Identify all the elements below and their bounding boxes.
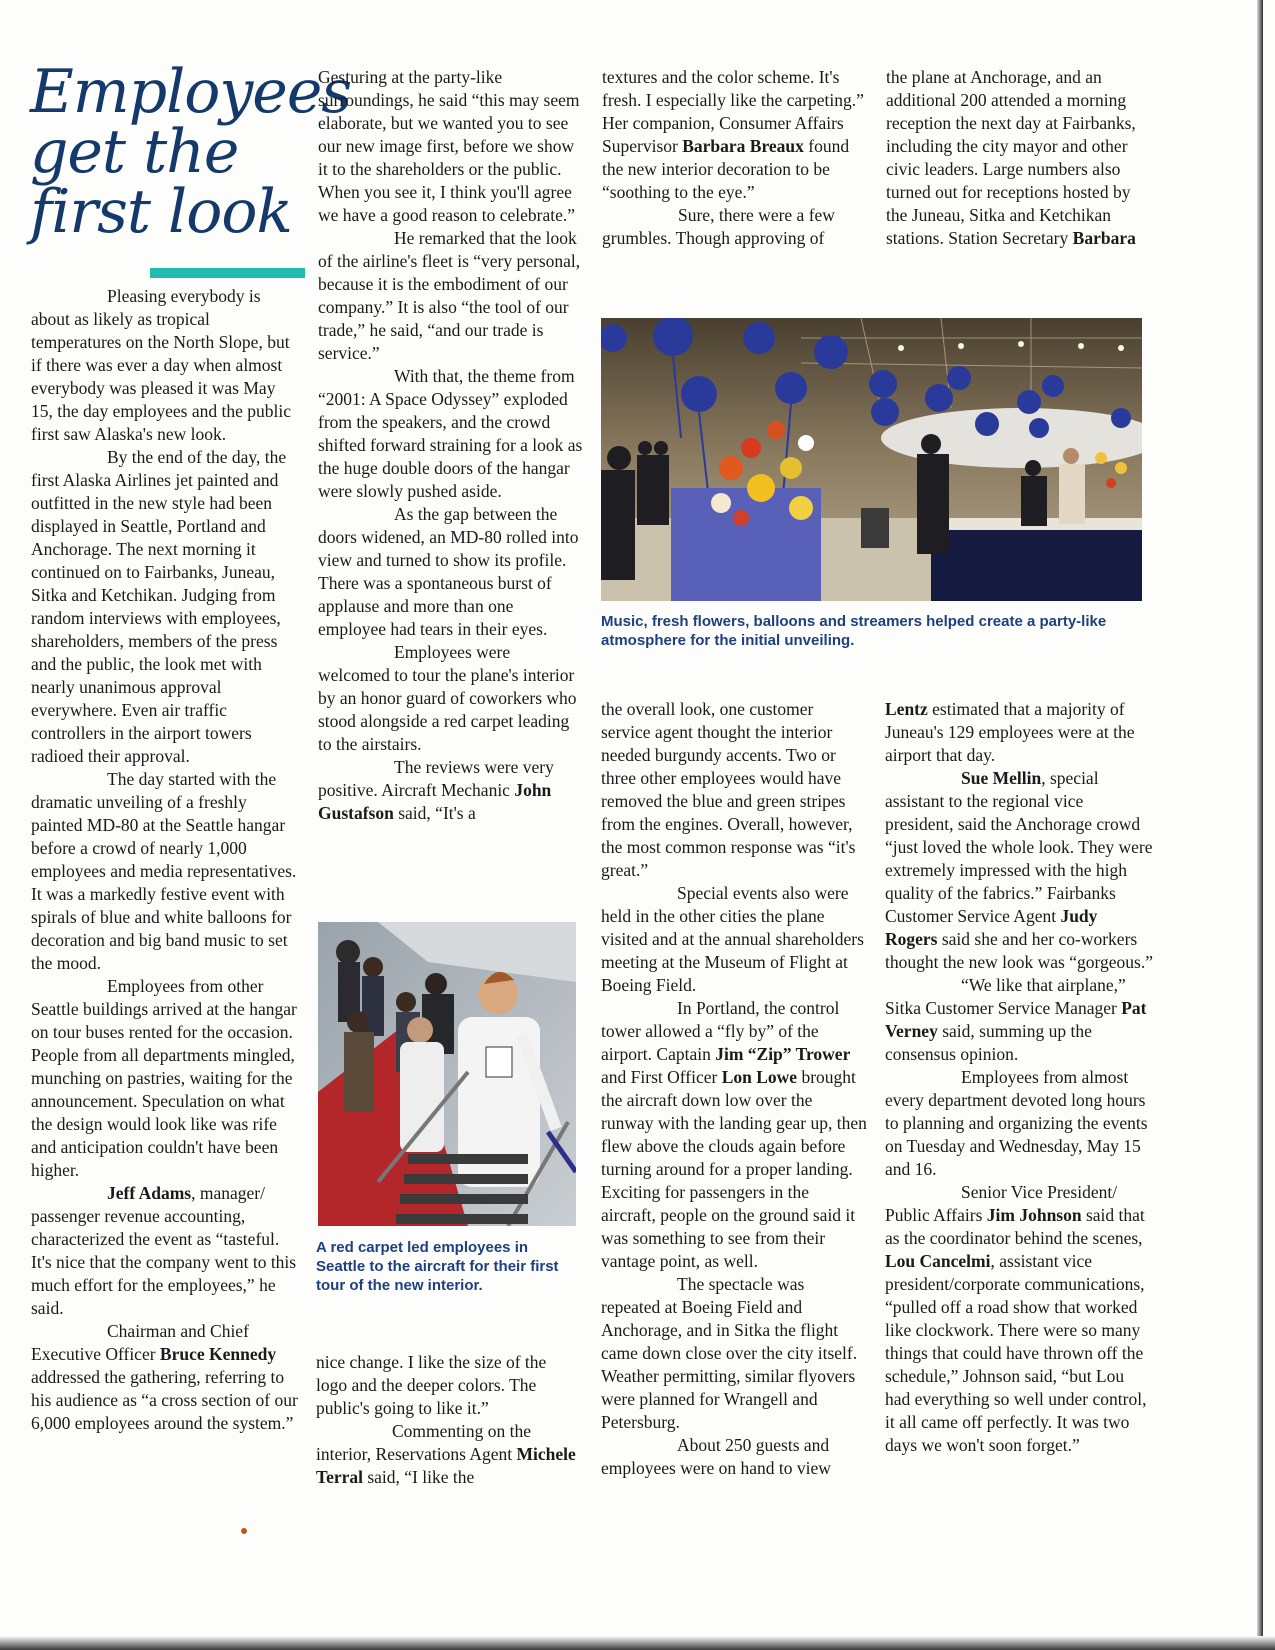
- article-title: [30, 57, 352, 247]
- title-accent-rule: [150, 268, 305, 278]
- paragraph: The spectacle was repeated at Boeing Field and Anchorage, and in Sitka the flight came down close over the city itself. Weather permitting, similar flyovers were planned for Wrangell and Petersburg.: [601, 1274, 858, 1432]
- paragraph: With that, the theme from “2001: A Space Odyssey” exploded from the speakers, and the crowd shifted forward straining for a look as the huge double doors of the hangar were slowly pushed aside.: [318, 366, 583, 501]
- paragraph: [885, 1181, 1153, 1457]
- paragraph-text: Commenting on the interior, Reservations Agent: [316, 1421, 532, 1464]
- person-name: Barbara: [1072, 228, 1136, 248]
- paragraph: the overall look, one customer service agent thought the interior needed burgundy accents. Two or three other employees would have removed the blue and green stripes from the engines. Overall, however, the most common response was “it's great.”: [601, 699, 856, 880]
- paragraph: Gesturing at the party-like surroundings, he said “this may seem elaborate, but we wanted you to see our new image first, before we show it to the shareholders or the public. When you see it, I think you'll agree we have a good reason to celebrate.”: [318, 67, 580, 225]
- column-2-top: [318, 66, 585, 825]
- paragraph: Special events also were held in the other cities the plane visited and at the annual shareholders meeting at the Museum of Flight at Boeing Field.: [601, 883, 864, 995]
- paragraph: nice change. I like the size of the logo and the deeper colors. The public's going to like it.”: [316, 1352, 547, 1418]
- airstairs-photo-image: [318, 922, 576, 1226]
- title-line-1: Employees: [30, 57, 352, 127]
- person-name: Jim “Zip” Trower: [715, 1044, 851, 1064]
- paragraph: About 250 guests and employees were on hand to view: [601, 1435, 831, 1478]
- paragraph-text: “We like that airplane,” Sitka Customer Service Manager: [885, 975, 1126, 1018]
- ink-dot: [241, 1528, 247, 1534]
- photo-caption-hangar: Music, fresh flowers, balloons and streamers helped create a party-like atmosphere for the initial unveiling.: [601, 613, 1107, 649]
- paragraph: As the gap between the doors widened, an MD-80 rolled into view and turned to show its profile. There was a spontaneous burst of applause and more than one employee had tears in their eyes.: [318, 504, 579, 639]
- paragraph: Employees from other Seattle buildings arrived at the hangar on tour buses rented for the occasion. People from all departments mingled, munching on pastries, waiting for the announcement. Speculation on what the design would look like was rife and anticipation couldn't have been higher.: [31, 976, 297, 1180]
- column-4-bottom: [885, 698, 1153, 1457]
- paragraph-text: , special assistant to the regional vice president, said the Anchorage crowd “just loved the whole look. They were extremely impressed with the high quality of the fabrics.” Fairbanks Customer Service Agent: [885, 768, 1153, 926]
- paragraph: The day started with the dramatic unveiling of a freshly painted MD-80 at the Seattle hangar before a crowd of nearly 1,000 employees and media representatives. It was a markedly festive event with spirals of blue and white balloons for decoration and big band music to set the mood.: [31, 769, 297, 973]
- paragraph-text: addressed the gathering, referring to his audience as “a cross section of our 6,000 employees around the system.”: [31, 1367, 298, 1433]
- person-name: Sue Mellin: [961, 768, 1042, 788]
- person-name: John Gustafson: [318, 780, 552, 823]
- title-line-3: first look: [30, 177, 292, 247]
- paragraph: [31, 1320, 301, 1435]
- person-name: Jim Johnson: [986, 1205, 1082, 1225]
- column-3-bottom: [601, 698, 867, 1480]
- column-4-top: [886, 66, 1152, 250]
- paragraph-text: found the new interior decoration to be “soothing to the eye.”: [602, 136, 850, 202]
- paragraph-text: textures and the color scheme. It's fresh. I especially like the carpeting.” Her companion, Consumer Affairs Supervisor: [602, 67, 864, 156]
- paragraph: He remarked that the look of the airline's fleet is “very personal, because it is the embodiment of our company.” It is also “the tool of our trade,” he said, “and our trade is service.”: [318, 228, 581, 363]
- paragraph-text: said she and her co-workers thought the new look was “gorgeous.”: [885, 929, 1153, 972]
- paragraph: [885, 974, 1153, 1066]
- person-name: Barbara Breaux: [682, 136, 804, 156]
- column-3-top: [602, 66, 868, 250]
- photo-hangar-party: [601, 318, 1142, 601]
- paragraph: [602, 66, 868, 204]
- title-line-2: get the: [30, 117, 239, 187]
- person-name: Lou Cancelmi: [885, 1251, 991, 1271]
- paragraph-text: Senior Vice President/ Public Affairs: [885, 1182, 1118, 1225]
- paragraph-text: The reviews were very positive. Aircraft Mechanic: [318, 757, 554, 800]
- paragraph-text: brought the aircraft down low over the runway with the landing gear up, then flew above the clouds again before turning around for a proper landing. Exciting for passengers in the aircraft, people on the ground said it was something to see from their vantage point, as well.: [601, 1067, 867, 1271]
- paragraph-text: the plane at Anchorage, and an additional 200 attended a morning reception the next day at Fairbanks, including the city mayor and other civic leaders. Large numbers also turned out for receptions hosted by the Juneau, Sitka and Ketchikan stations. Station Secretary: [886, 67, 1136, 248]
- paragraph-text: , manager/ passenger revenue accounting, characterized the event as “tasteful. It's nice that the company went to this much effort for the employees,” he said.: [31, 1183, 297, 1318]
- column-1: [31, 285, 301, 1435]
- paragraph: Pleasing everybody is about as likely as tropical temperatures on the North Slope, but if there was ever a day when almost everybody was pleased it was May 15, the day employees and the public first saw Alaska's new look.: [31, 286, 291, 444]
- page-bottom-shadow: [0, 1636, 1275, 1650]
- page-edge-shadow: [1257, 0, 1263, 1650]
- paragraph: By the end of the day, the first Alaska Airlines jet painted and outfitted in the new style had been displayed in Seattle, Portland and Anchorage. The next morning it continued on to Fairbanks, Juneau, Sitka and Ketchikan. Judging from random interviews with employees, shareholders, members of the press and the public, the look met with nearly unanimous approval everywhere. Even air traffic controllers in the airport towers radioed their approval.: [31, 447, 287, 766]
- paragraph-text: said, summing up the consensus opinion.: [885, 1021, 1092, 1064]
- person-name: Judy Rogers: [885, 906, 1098, 949]
- paragraph-text: , assistant vice president/corporate communications, “pulled off a road show that worked like clockwork. There were so many things that could have thrown off the schedule,” Johnson said, “but Lou had everything so well under control, it all came off perfectly. It was two days we won't soon forget.”: [885, 1251, 1147, 1455]
- photo-caption-airstairs: A red carpet led employees in Seattle to the aircraft for their first tour of the new interior.: [316, 1239, 559, 1294]
- paragraph-text: said that as the coordinator behind the scenes,: [885, 1205, 1145, 1248]
- paragraph: Sure, there were a few grumbles. Though approving of: [602, 205, 835, 248]
- paragraph: [885, 767, 1153, 974]
- paragraph: [886, 66, 1152, 250]
- person-name: Bruce Kennedy: [159, 1344, 277, 1364]
- paragraph-text: In Portland, the control tower allowed a “fly by” of the airport. Captain: [601, 998, 840, 1064]
- person-name: Lon Lowe: [721, 1067, 798, 1087]
- hangar-photo-image: [601, 318, 1142, 601]
- paragraph: [885, 698, 1153, 767]
- paragraph-text: said, “It's a: [393, 803, 476, 823]
- column-2-bottom: [316, 1351, 581, 1489]
- paragraph: [316, 1420, 581, 1489]
- paragraph: [318, 756, 585, 825]
- paragraph: Employees from almost every department devoted long hours to planning and organizing the events on Tuesday and Wednesday, May 15 and 16.: [885, 1067, 1148, 1179]
- paragraph-text: said, “I like the: [362, 1467, 475, 1487]
- person-name: Michele Terral: [316, 1444, 576, 1487]
- paragraph: [601, 997, 867, 1273]
- person-name: Pat Verney: [885, 998, 1147, 1041]
- paragraph: Employees were welcomed to tour the plane's interior by an honor guard of coworkers who stood alongside a red carpet leading to the airstairs.: [318, 642, 577, 754]
- paragraph: [31, 1182, 301, 1320]
- paragraph-text: estimated that a majority of Juneau's 129 employees were at the airport that day.: [885, 699, 1135, 765]
- person-name: Jeff Adams: [107, 1183, 192, 1203]
- paragraph-text: Chairman and Chief Executive Officer: [31, 1321, 249, 1364]
- photo-airstairs: [318, 922, 576, 1226]
- person-name: Lentz: [885, 699, 928, 719]
- paragraph-text: and First Officer: [601, 1067, 722, 1087]
